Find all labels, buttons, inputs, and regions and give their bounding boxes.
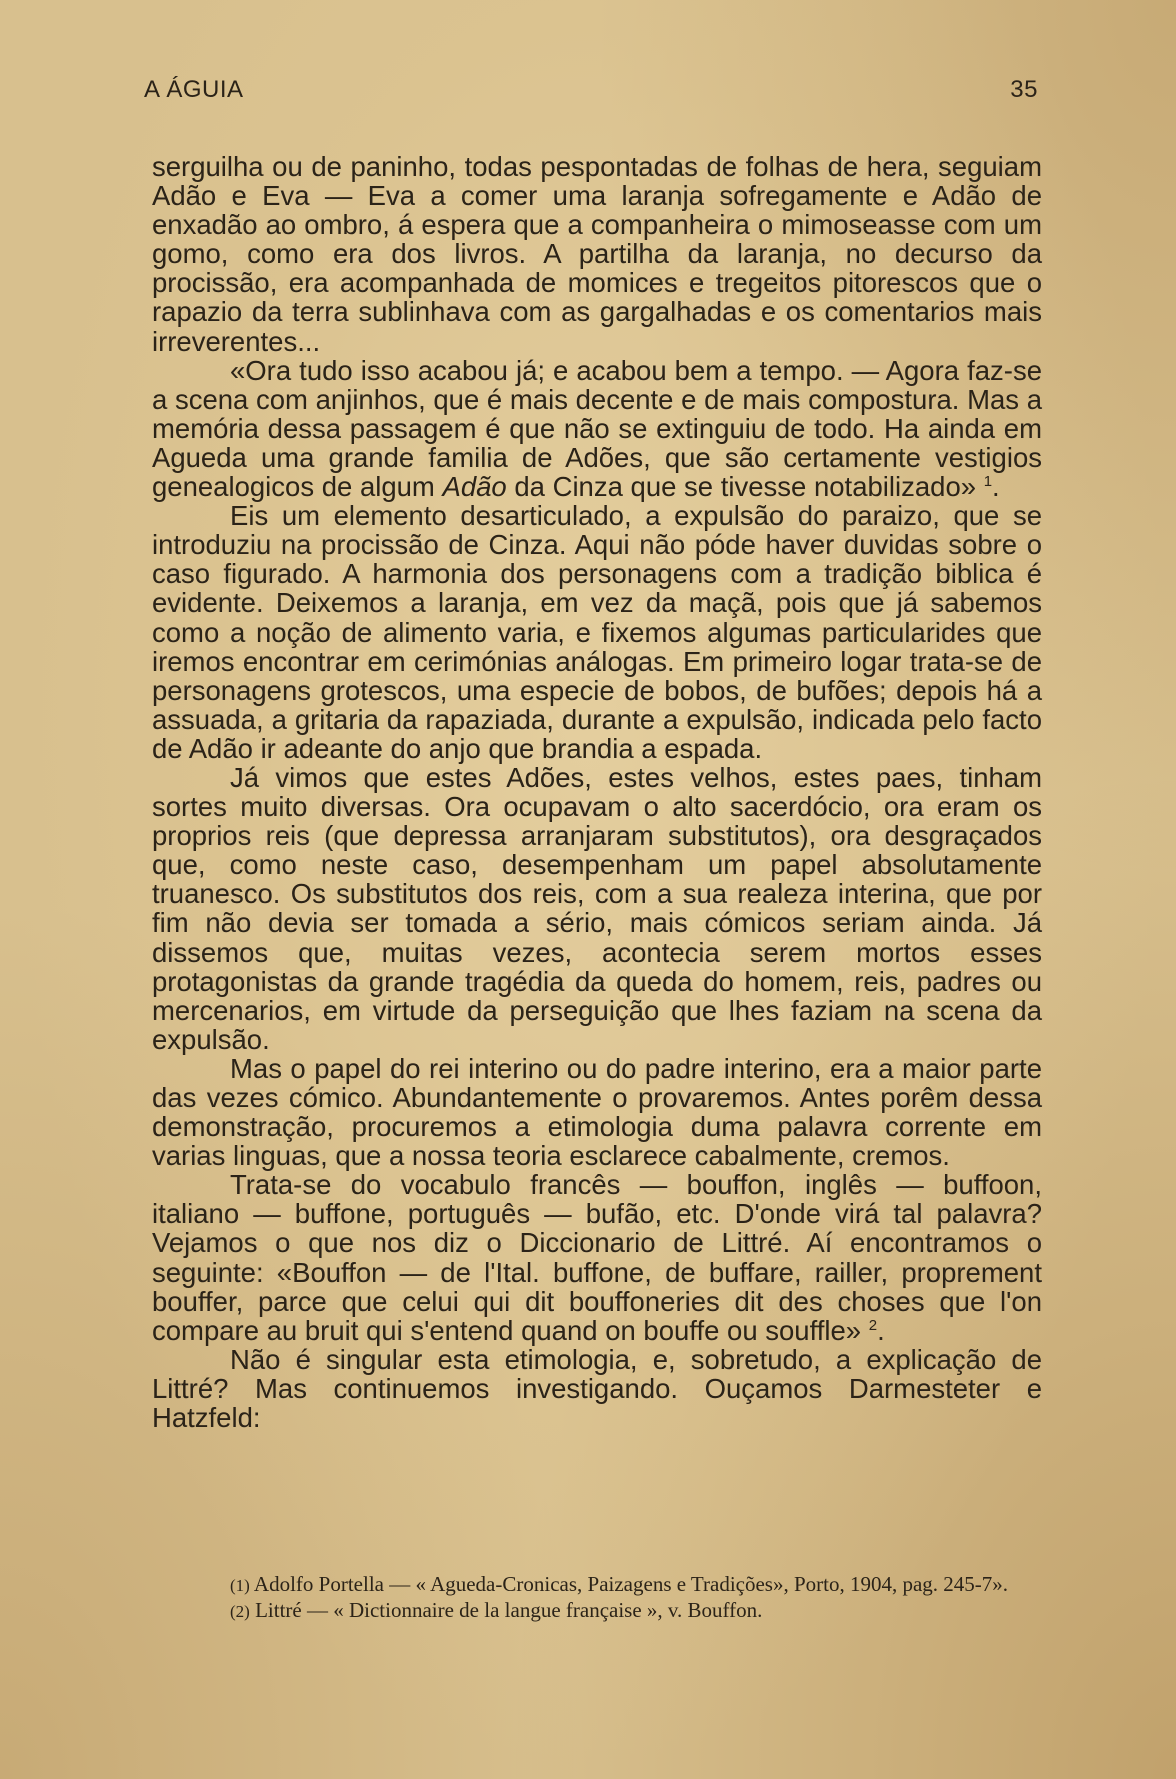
footnotes bbox=[152, 1572, 1042, 1624]
running-header bbox=[144, 72, 1042, 112]
text-run: «Ora tudo isso acabou já; e acabou bem a tempo. — Agora faz-se a scena com anjinhos, que é mais decente e de mais compostura. Mas a memória dessa passagem é que não se extinguiu de todo. Ha ainda em Agueda uma grande familia de Adões, que são certamente vestigios genealogicos de algum bbox=[152, 354, 1042, 503]
text-run: Eis um elemento desarticulado, a expulsão do paraizo, que se introduziu na procissão de Cinza. Aqui não póde haver duvidas sobre o caso figurado. A harmonia dos personagens com a tradição biblica é evidente. Deixemos a laranja, em vez da maçã, pois que já sabemos como a noção de alimento varia, e fixemos algumas particularides que iremos encontrar em cerimónias análogas. Em primeiro logar trata-se de personagens grotescos, uma especie de bobos, de bufões; depois há a assuada, a gritaria da rapaziada, durante a expulsão, indicada pelo facto de Adão ir adeante do anjo que brandia a espada. bbox=[152, 500, 1042, 764]
paragraph bbox=[152, 763, 1042, 1054]
book-page bbox=[144, 72, 1042, 1622]
footnote-ref: 2 bbox=[868, 1316, 878, 1334]
paragraph bbox=[152, 356, 1042, 501]
paragraph bbox=[152, 1170, 1042, 1345]
paragraph bbox=[152, 501, 1042, 763]
footnote bbox=[152, 1572, 1042, 1598]
paragraph bbox=[152, 152, 1042, 356]
body-text bbox=[152, 152, 1042, 1432]
page-number: 35 bbox=[1010, 76, 1038, 103]
italic-text: Adão bbox=[442, 471, 507, 503]
text-run: Mas o papel do rei interino ou do padre interino, era a maior parte das vezes cómico. Abundantemente o provaremos. Antes porêm dessa demonstração, procuremos a etimologia duma palavra corrente em varias linguas, que a nossa teoria esclarece cabalmente, cremos. bbox=[152, 1052, 1042, 1172]
paragraph bbox=[152, 1345, 1042, 1432]
text-run: Não é singular esta etimologia, e, sobretudo, a explicação de Littré? Mas continuemos investigando. Ouçamos Darmesteter e Hatzfeld: bbox=[152, 1343, 1042, 1434]
text-run: serguilha ou de paninho, todas pespontadas de folhas de hera, seguiam Adão e Eva — Eva a comer uma laranja sofregamente e Adão de enxadão ao ombro, á espera que a companheira o mimoseasse com um gomo, como era dos livros. A partilha da laranja, no decurso da procissão, era acompanhada de momices e tregeitos pitorescos que o rapazio da terra sublinhava com as gargalhadas e os comentarios mais irreverentes... bbox=[152, 151, 1042, 357]
journal-title: A ÁGUIA bbox=[144, 76, 244, 103]
text-run: . bbox=[877, 1314, 885, 1346]
text-run: Trata-se do vocabulo francês — bouffon, inglês — buffoon, italiano — buffone, português — bufão, etc. D'onde virá tal palavra? Vejamos o que nos diz o Diccionario de Littré. Aí encontramos o seguinte: «Bouffon — de l'Ital. buffone, de buffare, railler, proprement bouffer, parce que celui qui dit bouffoneries dit des choses que l'on compare au bruit qui s'entend quand on bouffe ou souffle» bbox=[152, 1169, 1042, 1346]
footnote-marker: (1) bbox=[230, 1576, 250, 1595]
footnote-text: Adolfo Portella — « Agueda-Cronicas, Paizagens e Tradições», Porto, 1904, pag. 245-7». bbox=[249, 1572, 1009, 1596]
text-run: Já vimos que estes Adões, estes velhos, estes paes, tinham sortes muito diversas. Ora ocupavam o alto sacerdócio, ora eram os proprios reis (que depressa arranjaram substitutos), ora desgraçados que, como neste caso, desempenham um papel absolutamente truanesco. Os substitutos dos reis, com a sua realeza interina, que por fim não devia ser tomada a sério, mais cómicos seriam ainda. Já dissemos que, muitas vezes, acontecia serem mortos esses protagonistas da grande tragédia da queda do homem, reis, padres ou mercenarios, em virtude da perseguição que lhes faziam na scena da expulsão. bbox=[152, 761, 1042, 1055]
footnote-ref: 1 bbox=[983, 472, 993, 490]
paragraph bbox=[152, 1054, 1042, 1170]
text-run: da Cinza que se tivesse notabilizado» bbox=[506, 471, 984, 503]
footnote-marker: (2) bbox=[230, 1602, 250, 1621]
footnote bbox=[152, 1598, 1042, 1624]
text-run: . bbox=[992, 471, 1000, 503]
footnote-text: Littré — « Dictionnaire de la langue française », v. Bouffon. bbox=[249, 1598, 763, 1622]
